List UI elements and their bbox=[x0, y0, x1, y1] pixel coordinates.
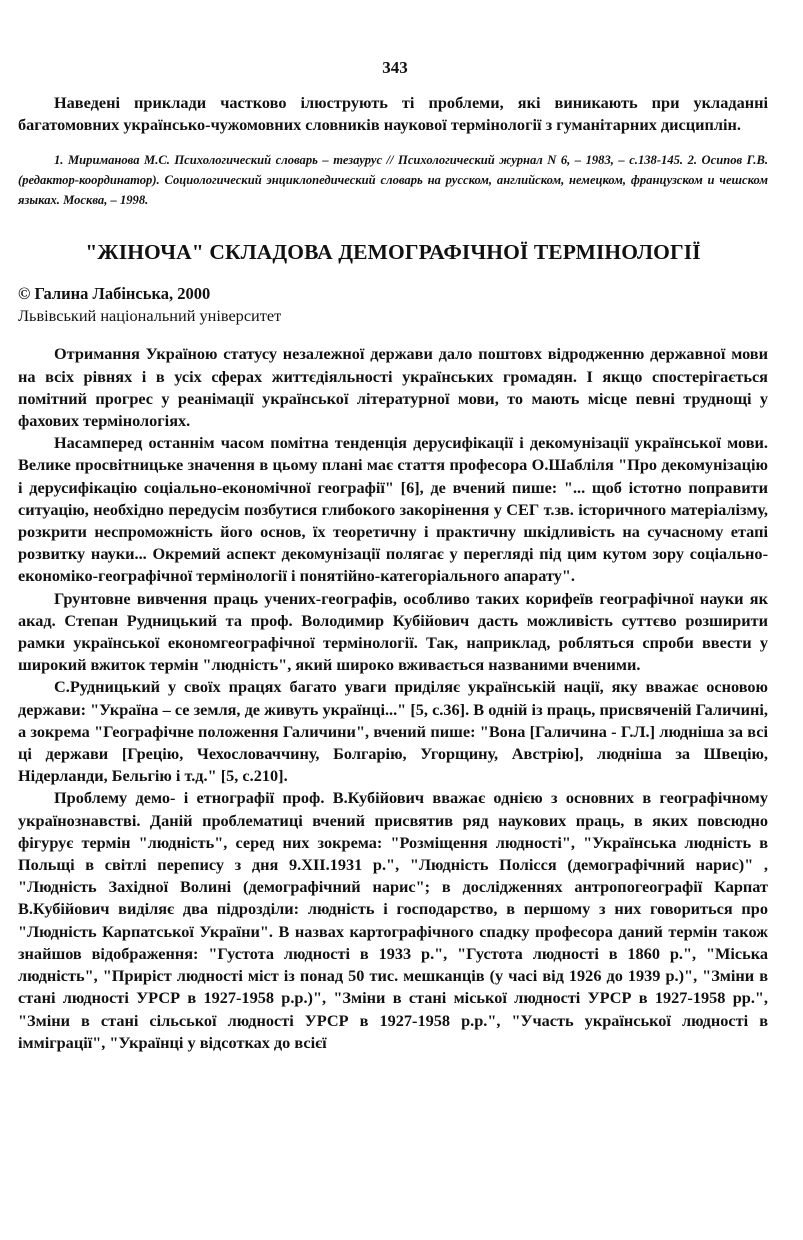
document-page bbox=[18, 58, 768, 1054]
references-block bbox=[18, 150, 768, 210]
body-paragraph: Насамперед останнім часом помітна тенденція дерусифікації і декомунізації української мови. Велике просвітницьке значення в цьому плані має стаття професора О.Шабліля "Про декомунізацію і дерусифікацію соціально-економічної географії" [6], де вчений пише: "... щоб істотно поправити ситуацію, необхідно передусім позбутися глибокого закорінення у СЕГ т.зв. історичного матеріалізму, розкрити неспроможність його основ, їх теоретичну і практичну шкідливість на сучасному етапі розвитку науки... Окремий аспект декомунізації полягає у перегляді під цим кутом зору соціально-економіко-географічної термінології і понятійно-категоріального апарату". bbox=[18, 433, 768, 586]
body-paragraph: Отримання Україною статусу незалежної держави дало поштовх відродженню державної мови на всіх рівнях і в усіх сферах життєдіяльності українських громадян. І якщо спостерігається помітний прогрес у реанімації української літературної мови, то мають місце певні труднощі у фахових термінологіях. bbox=[18, 344, 768, 431]
page-number: 343 bbox=[382, 58, 408, 77]
article-affiliation: Львівський національний університет bbox=[18, 306, 282, 326]
article-body bbox=[18, 343, 768, 1054]
body-paragraph: С.Рудницький у своїх працях багато уваги приділяє українській нації, яку вважає основою держави: "Україна – се земля, де живуть українці..." [5, с.36]. В одній із праць, присвяченій Галичині, а зокрема "Географічне положення Галичини", вчений пише: "Вона [Галичина - Г.Л.] людніша за всі ці держави [Грецію, Чехословаччину, Болгарію, Угорщину, Австрію], людніша за Швецію, Нідерланди, Бельгію і т.д." [5, с.210]. bbox=[18, 677, 768, 786]
article-author: © Галина Лабінська, 2000 bbox=[18, 284, 211, 304]
body-paragraph: Проблему демо- і етнографії проф. В.Кубійович вважає однією з основних в географічному українознавстві. Даній проблематиці вчений присвятив ряд наукових праць, в яких повсюдно фігурує термін "людність", серед них зокрема: "Розміщення людності", "Українська людність в Польщі в світлі перепису з дня 9.ХІІ.1931 р.", "Людність Полісся (демографічний нарис)" , "Людність Західної Волині (демографічний нарис"; в дослідженнях антропогеографії Карпат В.Кубійович виділяє два підрозділи: людність і господарство, в першому з них говориться про "Людність Карпатської України". В назвах картографічного спадку професора даний термін також знайшов відображення: "Густота людності в 1933 р.", "Густота людності в 1860 р.", "Міська людність", "Приріст людності міст із понад 50 тис. мешканців (у часі від 1926 до 1939 р.)", "Зміни в стані людності УРСР в 1927-1958 р.р.)", "Зміни в стані міської людності УРСР в 1927-1958 рр.", "Зміни в стані сільської людності УРСР в 1927-1958 р.р.", "Участь української людності в імміграції", "Українці у відсотках до всієї bbox=[18, 788, 768, 1052]
intro-paragraph: Наведені приклади частково ілюструють ті проблеми, які виникають при укладанні багатомовних українсько-чужомовних словників наукової термінології з гуманітарних дисциплін. bbox=[18, 93, 768, 135]
article-title: "ЖІНОЧА" СКЛАДОВА ДЕМОГРАФІЧНОЇ ТЕРМІНОЛОГІЇ bbox=[85, 240, 701, 265]
reference-list: 1. Мириманова М.С. Психологический словарь – тезаурус // Психологический журнал N 6, – 1983, – с.138-145. 2. Осипов Г.В. (редактор-координатор). Социологический энциклопедический словарь на русском, английском, немецком, французском и чешском языках. Москва, – 1998. bbox=[18, 153, 768, 208]
body-paragraph: Грунтовне вивчення праць учених-географів, особливо таких корифеїв географічної науки як акад. Степан Рудницький та проф. Володимир Кубійович дасть можливість суттєво розширити рамки української економгеографічної термінології. Так, наприклад, робляться спроби ввести у широкий вжиток термін "людність", який широко вживається названими вченими. bbox=[18, 588, 768, 675]
